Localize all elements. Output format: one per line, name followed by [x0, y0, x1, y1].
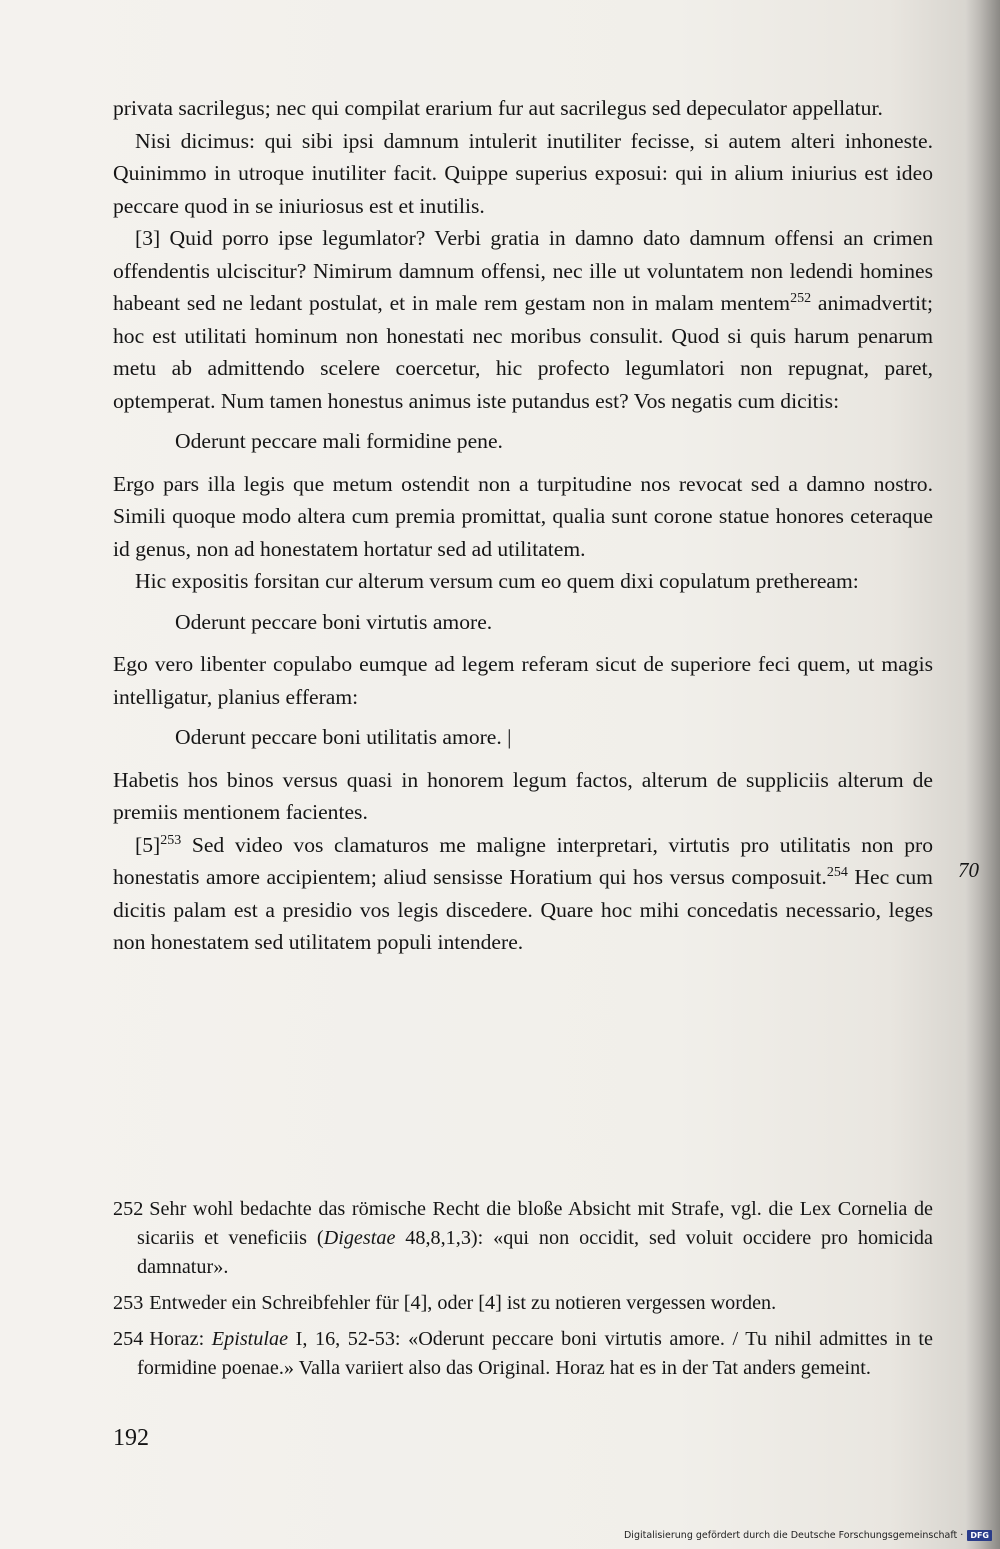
paragraph: Nisi dicimus: qui sibi ipsi damnum intulerit inutiliter fecisse, si autem alteri inhoneste. Quinimmo in utroque inutiliter facit. Quippe superius exposui: qui in alium iniurius est ideo peccare quod in se iniuriosus est et inutilis. — [113, 128, 933, 218]
footnote-reference: 252 — [790, 291, 812, 306]
footnote-number: 252 — [113, 1198, 144, 1220]
paragraph: privata sacrilegus; nec qui compilat erarium fur aut sacrilegus sed depeculator appellatur. — [113, 96, 883, 120]
dfg-logo-icon: DFG — [967, 1530, 992, 1541]
footnote-italic: Digestae — [323, 1227, 396, 1249]
verse-quote: Oderunt peccare boni virtutis amore. — [175, 609, 493, 634]
paragraph-text: Sed video vos clamaturos me maligne interpretari, virtutis pro utilitatis non pro honestatis amore accipientem; aliud sensisse Horatium qui hos versus composuit. — [113, 832, 933, 889]
footnote-text: Horaz: — [149, 1328, 212, 1350]
footnote-254 — [113, 1325, 933, 1383]
main-text — [113, 92, 933, 959]
paragraph-text: [3] Quid porro ipse legumlator? Verbi gratia in damno dato damnum offensi an crimen offendentis ulciscitur? Nimirum damnum offensi, nec ille ut voluntatem non ledendi homines habeant sed ne ledant postulat, et in male rem gestam non in malam mentem — [113, 226, 933, 315]
footnote-text: Entweder ein Schreibfehler für [4], oder [4] ist zu notieren vergessen worden. — [149, 1292, 777, 1314]
footnotes — [113, 1195, 933, 1390]
verse-quote: Oderunt peccare mali formidine pene. — [175, 429, 503, 453]
paragraph: Habetis hos binos versus quasi in honorem legum factos, alterum de suppliciis alterum de premiis mentionem facientes. — [113, 767, 933, 824]
paragraph-text: Hec cum dicitis palam est a presidio vos legis discedere. Quare hoc mihi concedatis necessario, leges non honestatem sed utilitatem populi intendere. — [113, 865, 933, 954]
paragraph: Ego vero libenter copulabo eumque ad legem referam sicut de superiore feci quem, ut magis intelligatur, planius efferam: — [113, 652, 933, 709]
footnote-text: I, 16, 52-53: «Oderunt peccare boni virtutis amore. / Tu nihil admittes in te formidine poenae.» Valla variiert also das Original. Horaz hat es in der Tat anders gemeint. — [137, 1328, 933, 1379]
section-marker: [5] — [135, 832, 161, 857]
footnote-italic: Epistulae — [211, 1328, 289, 1350]
page-number: 192 — [113, 1425, 149, 1451]
footnote-text: Sehr wohl bedachte das römische Recht die bloße Absicht mit Strafe, vgl. die Lex Cornelia de sicariis et veneficiis ( — [137, 1198, 933, 1249]
paragraph — [113, 829, 933, 959]
footnote-text: 48,8,1,3): «qui non occidit, sed voluit occidere pro homicida damnatur». — [137, 1227, 933, 1278]
footnote-253 — [113, 1289, 933, 1318]
paragraph-text: animadvertit; hoc est utilitati hominum non honestati nec moribus consulit. Quod si quis harum penarum metu ab admittendo scelere coercetur, hic profecto legumlatori non repugnat, paret, optemperat. Num tamen honestus animus iste putandus est? Vos negatis cum dicitis: — [113, 291, 933, 413]
footnote-reference: 254 — [826, 865, 848, 880]
footnote-number: 254 — [113, 1328, 144, 1350]
verse-quote: Oderunt peccare boni utilitatis amore. | — [175, 725, 512, 749]
paragraph: Ergo pars illa legis que metum ostendit non a turpitudine nos revocat sed a damno nostro. Simili quoque modo altera cum premia promittat, qualia sunt corone statue honores ceteraque id genus, non ad honestatem hortatur sed ad utilitatem. — [113, 471, 933, 561]
margin-page-number: 70 — [958, 858, 979, 882]
paragraph — [113, 222, 933, 417]
footnote-252 — [113, 1195, 933, 1282]
book-gutter — [966, 0, 1000, 1549]
paragraph: Hic expositis forsitan cur alterum versum cum eo quem dixi copulatum pretheream: — [135, 569, 859, 593]
footnote-reference: 253 — [160, 832, 182, 848]
credit-text: Digitalisierung gefördert durch die Deutsche Forschungsgemeinschaft · — [623, 1530, 964, 1541]
digitization-credit — [624, 1530, 992, 1541]
footnote-number: 253 — [113, 1292, 144, 1314]
